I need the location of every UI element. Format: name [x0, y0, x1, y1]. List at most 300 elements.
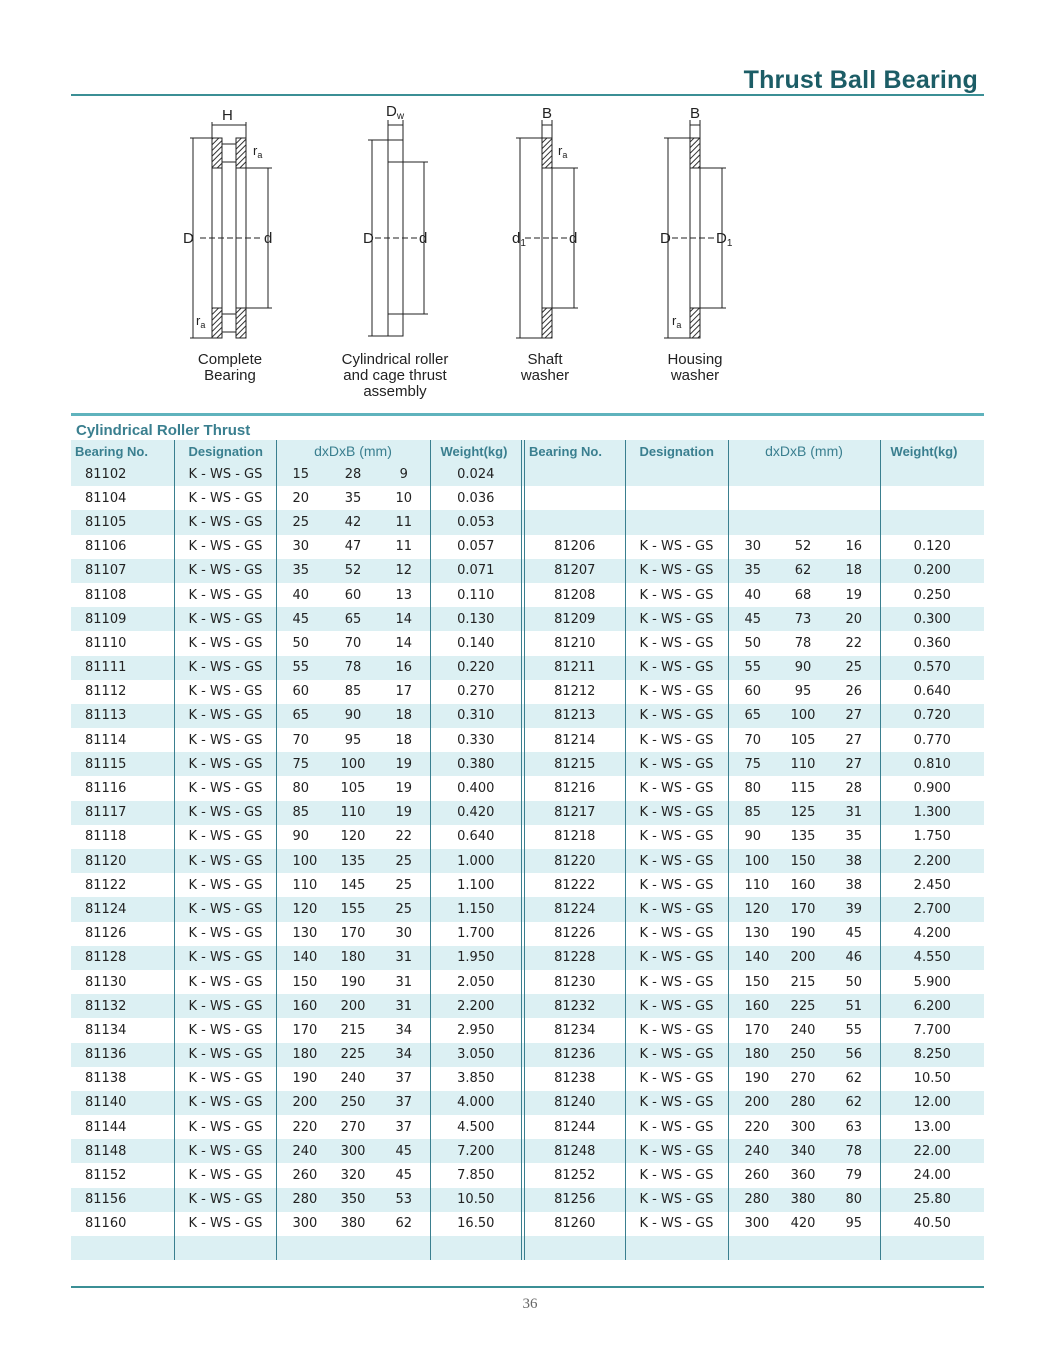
outer-diameter-cell: 350 — [328, 1188, 378, 1212]
width-cell: 31 — [395, 974, 413, 990]
weight-cell: 0.220 — [430, 656, 523, 680]
table-row — [71, 535, 984, 559]
weight-cell: 0.120 — [880, 535, 984, 559]
weight-cell: 0.110 — [430, 583, 523, 607]
complete-bearing-drawing — [183, 107, 272, 338]
designation-cell: K - WS - GS — [174, 1043, 276, 1067]
outer-diameter-cell: 65 — [328, 607, 378, 631]
designation-cell: K - WS - GS — [625, 1139, 728, 1163]
inner-diameter-cell: 180 — [276, 1043, 328, 1067]
designation-cell: K - WS - GS — [174, 535, 276, 559]
weight-cell — [430, 1236, 523, 1260]
width-cell: 63 — [845, 1119, 863, 1135]
width-cell: 22 — [395, 829, 413, 845]
inner-diameter-cell: 220 — [728, 1115, 778, 1139]
weight-cell: 0.380 — [430, 752, 523, 776]
bearing-no-cell: 81215 — [523, 752, 625, 776]
width-cell: 27 — [828, 752, 880, 776]
outer-diameter-cell: 225 — [328, 1043, 378, 1067]
inner-diameter-cell: 170 — [276, 1018, 328, 1042]
weight-cell: 2.450 — [880, 873, 984, 897]
inner-diameter-cell: 170 — [728, 1018, 778, 1042]
bearing-no-cell: 81224 — [523, 897, 625, 921]
designation-cell: K - WS - GS — [625, 994, 728, 1018]
weight-cell — [880, 510, 984, 534]
weight-cell: 1.700 — [430, 922, 523, 946]
bearing-no-cell: 81120 — [71, 849, 174, 873]
width-cell: 31 — [828, 801, 880, 825]
width-cell: 78 — [828, 1139, 880, 1163]
header-bearing-no-2: Bearing No. — [523, 440, 625, 462]
outer-diameter-cell: 125 — [778, 801, 828, 825]
inner-diameter-cell: 80 — [728, 776, 778, 800]
designation-cell: K - WS - GS — [625, 728, 728, 752]
svg-text:d: d — [419, 230, 428, 247]
outer-diameter-cell: 90 — [778, 656, 828, 680]
width-cell — [828, 486, 880, 510]
inner-diameter-cell: 110 — [276, 873, 328, 897]
designation-cell: K - WS - GS — [174, 462, 276, 486]
inner-diameter-cell: 65 — [728, 704, 778, 728]
weight-cell: 0.036 — [430, 486, 523, 510]
table-header-row — [71, 440, 984, 462]
bearing-no-cell: 81117 — [71, 801, 174, 825]
weight-cell: 2.950 — [430, 1018, 523, 1042]
designation-cell: K - WS - GS — [174, 728, 276, 752]
bearing-no-cell: 81209 — [523, 607, 625, 631]
table-row — [71, 559, 984, 583]
table-row — [71, 462, 984, 486]
inner-diameter-cell: 200 — [728, 1091, 778, 1115]
designation-cell: K - WS - GS — [625, 559, 728, 583]
bearing-no-cell: 81244 — [523, 1115, 625, 1139]
bearing-spec-table — [71, 440, 984, 1260]
bearing-no-cell: 81232 — [523, 994, 625, 1018]
width-cell: 13 — [395, 587, 413, 603]
weight-cell: 0.810 — [880, 752, 984, 776]
designation-cell: K - WS - GS — [625, 1067, 728, 1091]
weight-cell: 2.050 — [430, 970, 523, 994]
width-cell: 19 — [378, 752, 430, 776]
table-row — [71, 801, 984, 825]
inner-diameter-cell: 35 — [728, 559, 778, 583]
outer-diameter-cell: 270 — [340, 1119, 366, 1135]
designation-cell: K - WS - GS — [174, 704, 276, 728]
bearing-no-cell — [523, 486, 625, 510]
outer-diameter-cell: 52 — [794, 539, 812, 555]
inner-diameter-cell: 35 — [276, 559, 328, 583]
bearing-no-cell: 81256 — [523, 1188, 625, 1212]
bearing-no-cell: 81152 — [85, 1168, 127, 1184]
width-cell — [828, 510, 880, 534]
weight-cell: 0.400 — [430, 776, 523, 800]
table-row — [71, 704, 984, 728]
outer-diameter-cell: 360 — [790, 1168, 816, 1184]
outer-diameter-cell: 100 — [328, 752, 378, 776]
width-cell: 11 — [378, 510, 430, 534]
bearing-no-cell: 81111 — [71, 656, 174, 680]
weight-cell: 0.270 — [430, 680, 523, 704]
outer-diameter-cell: 78 — [328, 656, 378, 680]
inner-diameter-cell: 85 — [728, 801, 778, 825]
weight-cell: 4.200 — [880, 922, 984, 946]
weight-cell: 8.250 — [880, 1043, 984, 1067]
designation-cell: K - WS - GS — [625, 631, 728, 655]
weight-cell: 1.750 — [880, 825, 984, 849]
designation-cell: K - WS - GS — [174, 510, 276, 534]
section-title: Cylindrical Roller Thrust — [76, 422, 251, 439]
inner-diameter-cell: 150 — [276, 970, 328, 994]
designation-cell: K - WS - GS — [174, 1212, 276, 1236]
weight-cell: 2.200 — [880, 849, 984, 873]
width-cell: 20 — [828, 607, 880, 631]
inner-diameter-cell: 100 — [276, 849, 328, 873]
width-cell: 17 — [395, 684, 413, 700]
table-row — [71, 1115, 984, 1139]
outer-diameter-cell — [778, 510, 828, 534]
header-designation-2: Designation — [625, 440, 728, 462]
designation-cell: K - WS - GS — [625, 776, 728, 800]
weight-cell: 7.850 — [430, 1163, 523, 1187]
bearing-no-cell: 81207 — [523, 559, 625, 583]
outer-diameter-cell: 47 — [344, 539, 362, 555]
weight-cell: 0.024 — [430, 462, 523, 486]
bearing-no-cell: 81210 — [523, 631, 625, 655]
weight-cell: 0.250 — [880, 583, 984, 607]
outer-diameter-cell: 240 — [340, 1071, 366, 1087]
table-row — [71, 631, 984, 655]
width-cell: 53 — [378, 1188, 430, 1212]
weight-cell: 0.360 — [880, 631, 984, 655]
table-body — [71, 462, 984, 1260]
table-row — [71, 922, 984, 946]
width-cell: 11 — [395, 539, 413, 555]
bearing-no-cell: 81102 — [71, 462, 174, 486]
bearing-no-cell — [523, 510, 625, 534]
weight-cell: 0.330 — [430, 728, 523, 752]
width-cell: 25 — [378, 849, 430, 873]
outer-diameter-cell: 78 — [794, 635, 812, 651]
inner-diameter-cell: 100 — [728, 849, 778, 873]
outer-diameter-cell: 62 — [778, 559, 828, 583]
width-cell: 50 — [845, 974, 863, 990]
designation-cell: K - WS - GS — [174, 680, 276, 704]
inner-diameter-cell: 60 — [276, 680, 328, 704]
housing-washer-drawing — [660, 105, 733, 338]
bearing-no-cell: 81132 — [71, 994, 174, 1018]
outer-diameter-cell: 100 — [778, 704, 828, 728]
weight-cell: 10.50 — [430, 1188, 523, 1212]
weight-cell: 22.00 — [880, 1139, 984, 1163]
table-row — [71, 946, 984, 970]
outer-diameter-cell: 250 — [778, 1043, 828, 1067]
inner-diameter-cell: 45 — [728, 607, 778, 631]
page-title: Thrust Ball Bearing — [743, 66, 978, 94]
outer-diameter-cell: 73 — [778, 607, 828, 631]
page-number: 36 — [522, 1296, 538, 1312]
bearing-no-cell: 81109 — [71, 607, 174, 631]
bearing-no-cell: 81148 — [71, 1139, 174, 1163]
designation-cell: K - WS - GS — [174, 849, 276, 873]
width-cell: 25 — [378, 897, 430, 921]
weight-cell: 1.100 — [430, 873, 523, 897]
inner-diameter-cell: 85 — [276, 801, 328, 825]
designation-cell: K - WS - GS — [174, 776, 276, 800]
outer-diameter-cell: 160 — [790, 877, 816, 893]
bearing-no-cell: 81118 — [85, 829, 127, 845]
width-cell: 34 — [378, 1043, 430, 1067]
designation-cell — [625, 486, 728, 510]
bearing-no-cell: 81113 — [71, 704, 174, 728]
width-cell: 37 — [395, 1071, 413, 1087]
outer-diameter-cell: 190 — [790, 926, 816, 942]
outer-diameter-cell: 380 — [340, 1216, 366, 1232]
outer-diameter-cell: 155 — [328, 897, 378, 921]
inner-diameter-cell: 160 — [276, 994, 328, 1018]
weight-cell: 1.950 — [430, 946, 523, 970]
weight-cell: 6.200 — [880, 994, 984, 1018]
width-cell: 45 — [395, 1168, 413, 1184]
bearing-no-cell: 81107 — [71, 559, 174, 583]
bearing-no-cell: 81134 — [85, 1022, 127, 1038]
bearing-no-cell: 81110 — [85, 635, 127, 651]
bearing-no-cell: 81156 — [71, 1188, 174, 1212]
bearing-no-cell: 81238 — [523, 1067, 625, 1091]
bearing-no-cell: 81260 — [523, 1212, 625, 1236]
designation-cell: K - WS - GS — [174, 1163, 276, 1187]
width-cell: 34 — [395, 1022, 413, 1038]
outer-diameter-cell: 380 — [778, 1188, 828, 1212]
designation-cell: K - WS - GS — [174, 801, 276, 825]
designation-cell: K - WS - GS — [625, 752, 728, 776]
width-cell: 9 — [378, 462, 430, 486]
table-row — [71, 1067, 984, 1091]
weight-cell: 1.300 — [880, 801, 984, 825]
inner-diameter-cell: 40 — [728, 583, 778, 607]
inner-diameter-cell: 190 — [276, 1067, 328, 1091]
table-row — [71, 752, 984, 776]
svg-text:B: B — [690, 105, 701, 122]
weight-cell: 0.570 — [880, 656, 984, 680]
svg-text:ra: $r_a$ — [253, 143, 263, 160]
bearing-no-cell — [71, 1236, 174, 1260]
designation-cell: K - WS - GS — [174, 1188, 276, 1212]
outer-diameter-cell: 240 — [790, 1022, 816, 1038]
inner-diameter-cell: 70 — [276, 728, 328, 752]
weight-cell: 5.900 — [880, 970, 984, 994]
inner-diameter-cell: 20 — [276, 486, 328, 510]
weight-cell: 25.80 — [880, 1188, 984, 1212]
width-cell: 19 — [845, 587, 863, 603]
weight-cell: 0.053 — [430, 510, 523, 534]
weight-cell: 0.071 — [430, 559, 523, 583]
designation-cell: K - WS - GS — [174, 656, 276, 680]
outer-diameter-cell: 270 — [790, 1071, 816, 1087]
outer-diameter-cell: 135 — [328, 849, 378, 873]
inner-diameter-cell: 25 — [276, 510, 328, 534]
designation-cell: K - WS - GS — [625, 801, 728, 825]
designation-cell: K - WS - GS — [625, 1043, 728, 1067]
designation-cell: K - WS - GS — [625, 1212, 728, 1236]
width-cell: 45 — [845, 926, 863, 942]
outer-diameter-cell: 340 — [778, 1139, 828, 1163]
width-cell: 95 — [845, 1216, 863, 1232]
outer-diameter-cell — [778, 486, 828, 510]
width-cell: 26 — [845, 684, 863, 700]
weight-cell: 2.200 — [430, 994, 523, 1018]
inner-diameter-cell — [728, 510, 778, 534]
designation-cell: K - WS - GS — [174, 631, 276, 655]
outer-diameter-cell: 280 — [778, 1091, 828, 1115]
header-bearing-no: Bearing No. — [71, 440, 174, 462]
section-rule — [71, 413, 984, 416]
width-cell: 18 — [378, 704, 430, 728]
table-row — [71, 680, 984, 704]
header-dimensions: dxDxB (mm) — [276, 440, 430, 462]
inner-diameter-cell: 220 — [276, 1115, 328, 1139]
designation-cell: K - WS - GS — [625, 1018, 728, 1042]
table-row — [71, 1188, 984, 1212]
width-cell — [828, 462, 880, 486]
designation-cell: K - WS - GS — [625, 607, 728, 631]
width-cell: 46 — [828, 946, 880, 970]
weight-cell: 0.640 — [880, 680, 984, 704]
width-cell: 19 — [378, 801, 430, 825]
svg-text:D: D — [183, 230, 194, 247]
title-rule — [71, 94, 984, 96]
bearing-no-cell: 81220 — [523, 849, 625, 873]
inner-diameter-cell: 90 — [276, 825, 328, 849]
table-row — [71, 486, 984, 510]
outer-diameter-cell: 420 — [790, 1216, 816, 1232]
svg-text:d: d — [569, 230, 578, 247]
width-cell: 18 — [395, 732, 413, 748]
inner-diameter-cell: 300 — [728, 1212, 778, 1236]
designation-cell: K - WS - GS — [174, 607, 276, 631]
outer-diameter-cell: 42 — [328, 510, 378, 534]
outer-diameter-cell — [778, 462, 828, 486]
inner-diameter-cell: 70 — [728, 728, 778, 752]
inner-diameter-cell: 130 — [728, 922, 778, 946]
bottom-rule — [71, 1286, 984, 1288]
width-cell: 16 — [378, 656, 430, 680]
weight-cell: 0.640 — [430, 825, 523, 849]
width-cell: 22 — [845, 635, 863, 651]
table-row — [71, 583, 984, 607]
bearing-no-cell: 81218 — [523, 825, 625, 849]
weight-cell: 4.000 — [430, 1091, 523, 1115]
inner-diameter-cell: 90 — [728, 825, 778, 849]
bearing-no-cell: 81112 — [85, 684, 127, 700]
svg-text:ra: $r_a$ — [672, 313, 682, 330]
svg-text:Dw: $D_w$ — [386, 103, 405, 122]
designation-cell: K - WS - GS — [625, 897, 728, 921]
inner-diameter-cell: 130 — [276, 922, 328, 946]
weight-cell: 7.200 — [430, 1139, 523, 1163]
outer-diameter-cell: 200 — [328, 994, 378, 1018]
bearing-no-cell: 81114 — [85, 732, 127, 748]
svg-text:d1: $d_1$ — [512, 230, 526, 249]
bearing-no-cell: 81108 — [85, 587, 127, 603]
outer-diameter-cell: 180 — [328, 946, 378, 970]
designation-cell: K - WS - GS — [625, 535, 728, 559]
width-cell: 31 — [378, 946, 430, 970]
bearing-no-cell: 81248 — [523, 1139, 625, 1163]
inner-diameter-cell: 15 — [276, 462, 328, 486]
bearing-no-cell: 81116 — [85, 781, 127, 797]
width-cell: 37 — [378, 1091, 430, 1115]
outer-diameter-cell: 320 — [340, 1168, 366, 1184]
designation-cell: K - WS - GS — [174, 825, 276, 849]
width-cell: 37 — [395, 1119, 413, 1135]
designation-cell: K - WS - GS — [625, 1091, 728, 1115]
designation-cell: K - WS - GS — [174, 1115, 276, 1139]
bearing-no-cell: 81217 — [523, 801, 625, 825]
designation-cell: K - WS - GS — [625, 1163, 728, 1187]
outer-diameter-cell: 215 — [340, 1022, 366, 1038]
bearing-no-cell — [523, 1236, 625, 1260]
bearing-no-cell: 81214 — [523, 728, 625, 752]
inner-diameter-cell: 50 — [276, 631, 328, 655]
outer-diameter-cell: 145 — [340, 877, 366, 893]
bearing-no-cell: 81128 — [71, 946, 174, 970]
bearing-no-cell: 81124 — [71, 897, 174, 921]
bearing-no-cell: 81104 — [85, 490, 127, 506]
table-row — [71, 510, 984, 534]
svg-text:D1: $D_1$ — [716, 230, 733, 249]
inner-diameter-cell: 55 — [276, 656, 328, 680]
table-row — [71, 897, 984, 921]
bearing-no-cell: 81140 — [71, 1091, 174, 1115]
outer-diameter-cell: 110 — [328, 801, 378, 825]
outer-diameter-cell: 105 — [790, 732, 816, 748]
inner-diameter-cell: 75 — [728, 752, 778, 776]
bearing-no-cell: 81130 — [85, 974, 127, 990]
caption-roller-cage: Cylindrical roller and cage thrust assembly — [341, 351, 449, 400]
bearing-no-cell: 81136 — [71, 1043, 174, 1067]
bearing-no-cell: 81106 — [85, 539, 127, 555]
table-row — [71, 994, 984, 1018]
outer-diameter-cell: 120 — [340, 829, 366, 845]
bearing-no-cell: 81211 — [523, 656, 625, 680]
width-cell: 18 — [828, 559, 880, 583]
weight-cell — [880, 486, 984, 510]
width-cell: 27 — [828, 704, 880, 728]
weight-cell: 3.850 — [430, 1067, 523, 1091]
weight-cell: 0.130 — [430, 607, 523, 631]
weight-cell: 0.720 — [880, 704, 984, 728]
bearing-no-cell: 81230 — [523, 970, 625, 994]
inner-diameter-cell: 55 — [728, 656, 778, 680]
width-cell: 45 — [378, 1139, 430, 1163]
table-row — [71, 728, 984, 752]
width-cell: 62 — [845, 1071, 863, 1087]
weight-cell: 3.050 — [430, 1043, 523, 1067]
bearing-no-cell: 81138 — [85, 1071, 127, 1087]
inner-diameter-cell: 180 — [728, 1043, 778, 1067]
width-cell: 62 — [395, 1216, 413, 1232]
table-row — [71, 825, 984, 849]
width-cell: 39 — [828, 897, 880, 921]
inner-diameter-cell: 40 — [276, 583, 328, 607]
outer-diameter-cell: 115 — [790, 781, 816, 797]
inner-diameter-cell: 240 — [276, 1139, 328, 1163]
outer-diameter-cell: 68 — [794, 587, 812, 603]
table-row — [71, 607, 984, 631]
designation-cell: K - WS - GS — [174, 1067, 276, 1091]
weight-cell: 24.00 — [880, 1163, 984, 1187]
inner-diameter-cell: 200 — [276, 1091, 328, 1115]
